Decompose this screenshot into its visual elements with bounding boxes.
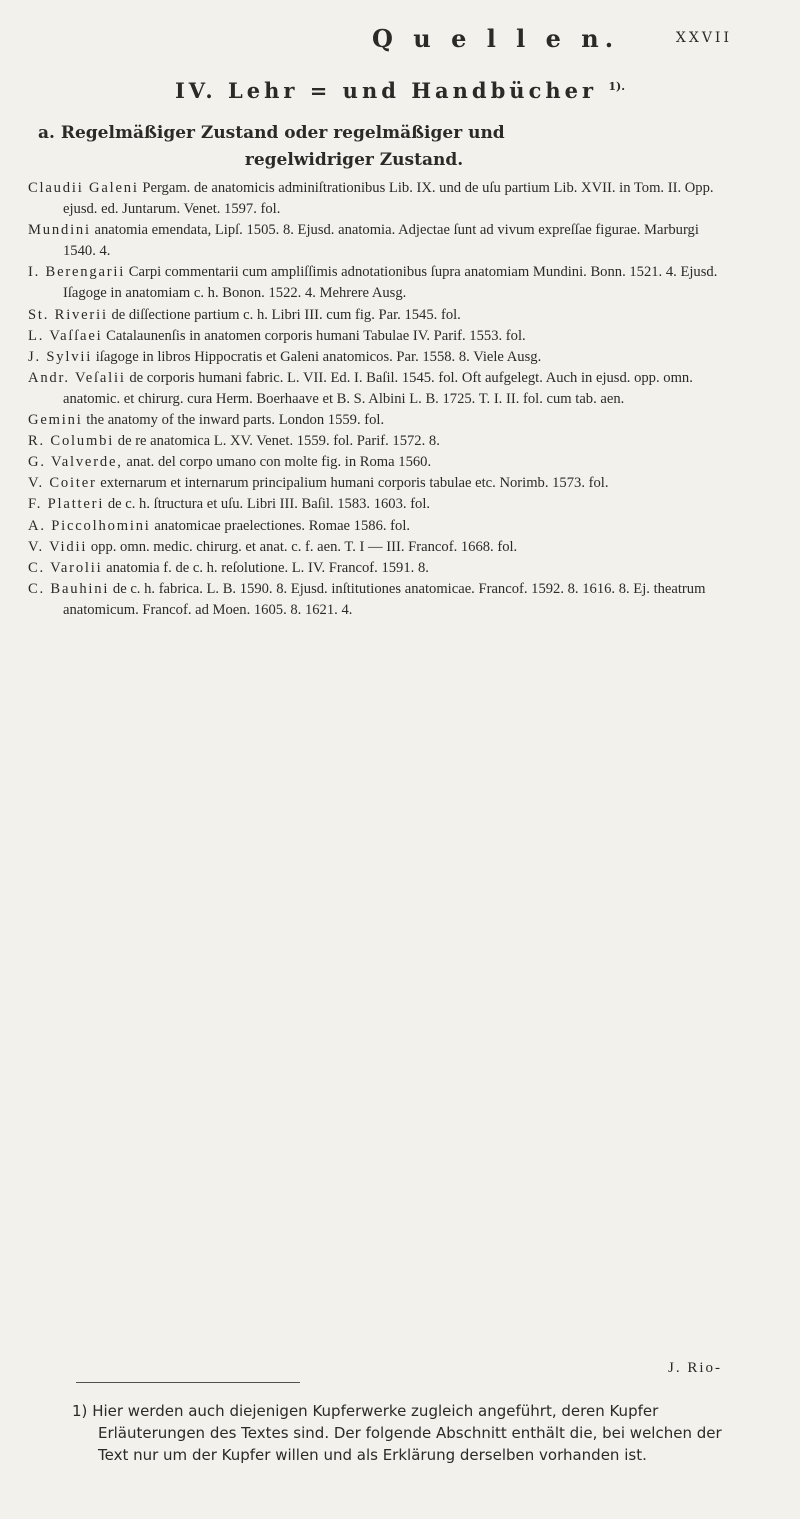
running-head-title: Q u e l l e n.: [372, 24, 620, 53]
bibliography-entry: [28, 347, 730, 368]
footnote-text: Hier werden auch diejenigen Kupferwerke zugleich angeführt, deren Kupfer Erläuterungen des Textes sind. Der folgende Abschnitt enthält die, bei welchen der Text nur um der Kupfer willen und als Erklärung derselben vorhanden ist.: [92, 1402, 722, 1464]
bibliography-entry: [28, 410, 730, 431]
entry-author: St. Riverii: [28, 306, 108, 323]
entry-text: opp. omn. medic. chirurg. et anat. c. f. aen. T. I — III. Francof. 1668. fol.: [87, 538, 518, 555]
entry-text: Pergam. de anatomicis adminiſtrationibus Lib. IX. und de uſu partium Lib. XVII. in Tom. II. Opp. ejusd. ed. Juntarum. Venet. 1597. fol.: [63, 180, 714, 218]
entry-author: F. Platteri: [28, 496, 105, 513]
entry-text: anatomicae praelectiones. Romae 1586. fol.: [150, 517, 411, 534]
section-heading: [0, 78, 800, 103]
entry-text: Carpi commentarii cum ampliſſimis adnotationibus ſupra anatomiam Mundini. Bonn. 1521. 4. Ejusd. Iſagoge in anatomiam c. h. Bonon. 1522. 4. Mehrere Ausg.: [63, 264, 718, 302]
subsection-heading-line-2: regelwidriger Zustand.: [244, 150, 464, 170]
bibliography-entry: [28, 537, 730, 558]
entry-text: de re anatomica L. XV. Venet. 1559. fol. Parif. 1572. 8.: [114, 433, 440, 450]
footnote-rule: [76, 1382, 300, 1383]
entry-author: V. Vidii: [28, 538, 88, 555]
bibliography-list: [28, 178, 730, 621]
entry-text: Catalaunenſis in anatomen corporis humani Tabulae IV. Parif. 1553. fol.: [102, 327, 526, 344]
subsection-heading: [38, 120, 730, 174]
bibliography-entry: [28, 262, 730, 304]
catchword: J. Rio-: [667, 1360, 722, 1376]
entry-text: iſagoge in libros Hippocratis et Galeni anatomicos. Par. 1558. 8. Viele Ausg.: [92, 348, 542, 365]
entry-text: externarum et internarum principalium humani corporis tabulae etc. Norimb. 1573. fol.: [96, 475, 609, 492]
entry-author: I. Berengarii: [28, 264, 126, 281]
entry-text: anatomia f. de c. h. reſolutione. L. IV. Francof. 1591. 8.: [102, 559, 429, 576]
section-heading-label: IV. Lehr = und Handbücher: [174, 78, 598, 103]
entry-author: R. Columbi: [28, 433, 115, 450]
footnote-reference: 1).: [608, 80, 626, 93]
bibliography-entry: [28, 579, 730, 621]
entry-text: the anatomy of the inward parts. London 1559. fol.: [82, 412, 385, 429]
entry-author: C. Bauhini: [28, 580, 110, 597]
entry-author: G. Valverde,: [28, 454, 123, 471]
entry-text: de diſſectione partium c. h. Libri III. cum fig. Par. 1545. fol.: [107, 306, 461, 323]
entry-text: de corporis humani fabric. L. VII. Ed. I. Baſil. 1545. fol. Oft aufgelegt. Auch in ejusd. opp. omn. anatomic. et chirurg. cura Herm. Boerhaave et B. S. Albini L. B. 1725. T. I. II. fol. cum tab. aen.: [63, 369, 693, 407]
entry-author: V. Coiter: [28, 475, 97, 492]
bibliography-entry: [28, 558, 730, 579]
entry-author: Gemini: [28, 412, 83, 429]
bibliography-entry: [28, 516, 730, 537]
subsection-heading-line-1: a. Regelmäßiger Zustand oder regelmäßiger und: [38, 123, 505, 143]
bibliography-entry: [28, 220, 730, 262]
entry-text: anatomia emendata, Lipſ. 1505. 8. Ejusd. anatomia. Adjectae ſunt ad vivum expreſſae figurae. Marburgi 1540. 4.: [63, 222, 699, 260]
entry-author: A. Piccolhomini: [28, 517, 151, 534]
bibliography-entry: [28, 494, 730, 515]
bibliography-entry: [28, 431, 730, 452]
entry-text: de c. h. fabrica. L. B. 1590. 8. Ejusd. inſtitutiones anatomicae. Francof. 1592. 8. 1616. 8. Ej. theatrum anatomicum. Francof. ad Moen. 1605. 8. 1621. 4.: [63, 580, 706, 618]
bibliography-entry: [28, 473, 730, 494]
entry-text: de c. h. ſtructura et uſu. Libri III. Baſil. 1583. 1603. fol.: [104, 496, 431, 513]
footnote-marker: 1): [72, 1402, 88, 1420]
bibliography-entry: [28, 326, 730, 347]
bibliography-entry: [28, 452, 730, 473]
entry-author: J. Sylvii: [28, 348, 93, 365]
entry-author: L. Vaſſaei: [28, 327, 103, 344]
running-head: [0, 20, 800, 60]
page-number: XXVII: [675, 30, 732, 46]
entry-author: Claudii Galeni: [28, 180, 139, 196]
entry-author: Andr. Veſalii: [28, 369, 126, 386]
bibliography-entry: [28, 178, 730, 220]
entry-text: anat. del corpo umano con molte fig. in Roma 1560.: [122, 454, 432, 471]
bibliography-entry: [28, 305, 730, 326]
bibliography-entry: [28, 368, 730, 410]
entry-author: C. Varolii: [28, 559, 103, 576]
footnote: [72, 1400, 730, 1466]
entry-author: Mundini: [28, 222, 91, 239]
